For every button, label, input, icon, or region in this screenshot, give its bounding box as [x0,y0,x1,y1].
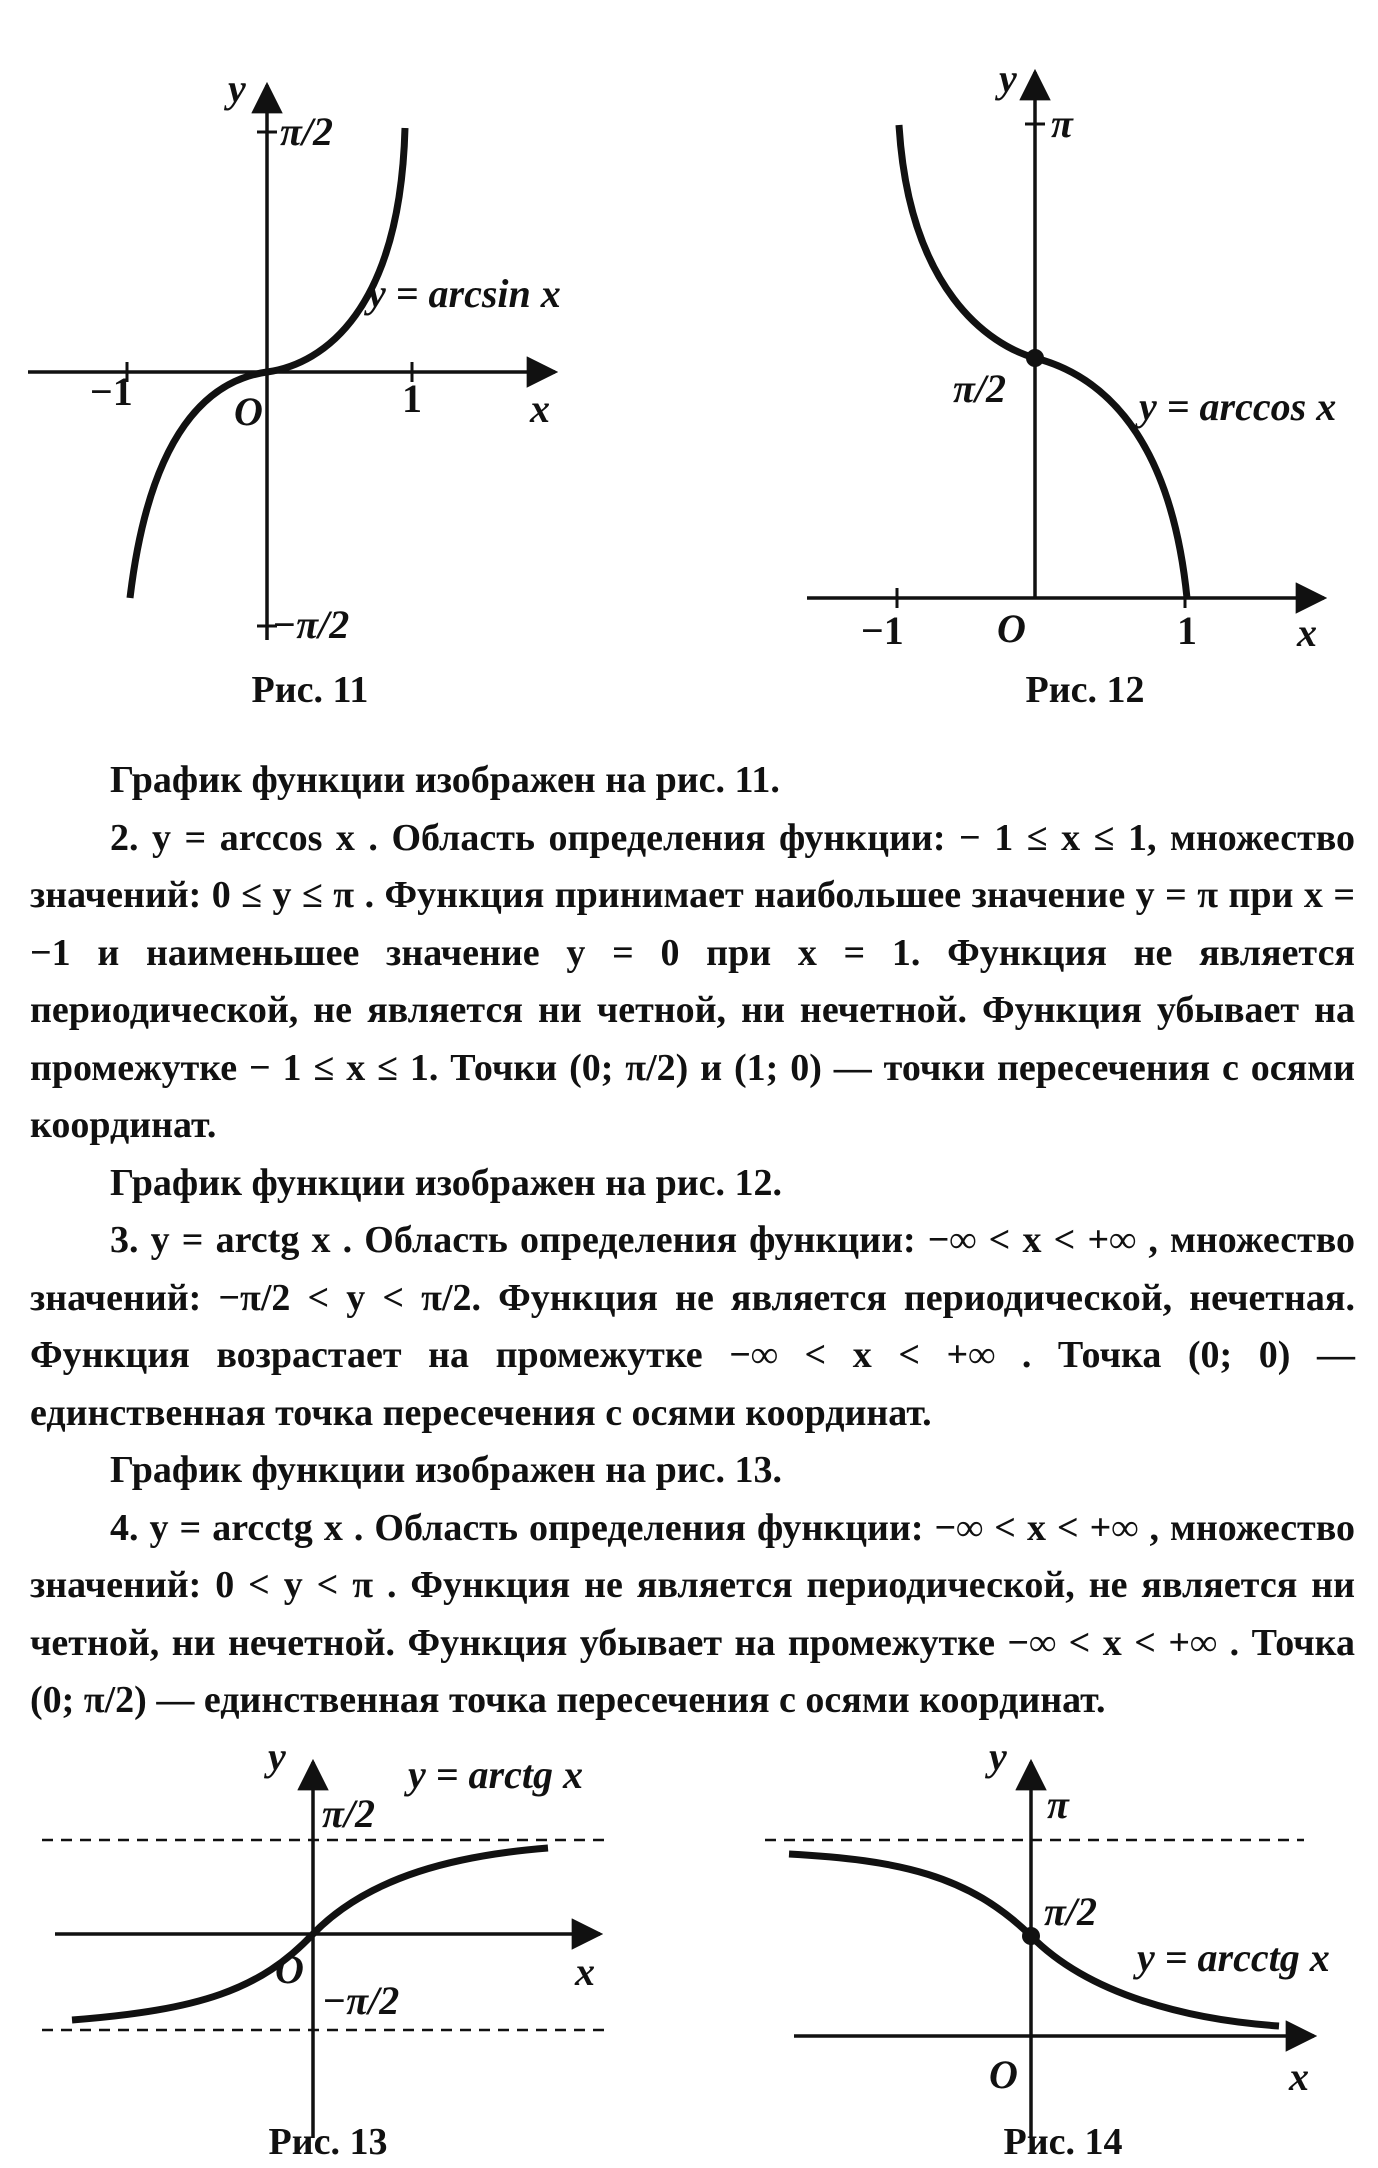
origin-label: O [234,389,263,434]
origin-label: O [275,1947,304,1992]
paragraph-arccos: 2. y = arccos x . Область определения функции: − 1 ≤ x ≤ 1, множество значений: 0 ≤ y ≤ π . Функция принимает наибольшее значение y = π при x = −1 и наименьшее значение y = 0 при x = 1. Функция не является периодической, не является ни четной, ни нечетной. Функция убывает на промежутке − 1 ≤ x ≤ 1. Точки (0; π/2) и (1; 0) — точки пересечения с осями координат. [30,816,1355,1146]
curve-label-arcsin: y = arcsin x [368,271,561,316]
intersection-point [1022,1927,1040,1945]
tick-label-minus-pi-half: −π/2 [272,602,350,647]
tick-label-one: 1 [402,376,422,421]
origin-label: O [989,2052,1018,2097]
y-axis-label: y [268,1734,286,1779]
tick-label-pi-half: π/2 [280,109,333,154]
x-axis-label: x [1289,2054,1309,2099]
curve-label-arccos: y = arccos x [1139,384,1337,429]
x-axis-label: x [530,386,550,431]
paragraph-arctg: 3. y = arctg x . Область определения функции: −∞ < x < +∞ , множество значений: −π/2 < y < π/2. Функция не является периодической, нечетная. Функция возрастает на промежутке −∞ < x < +∞ . Точка (0; 0) — единственная точка пересечения с осями координат. [30,1219,1355,1434]
tick-label-pi-half: π/2 [1044,1889,1097,1934]
figure-14-caption: Рис. 14 [1003,2121,1123,2163]
tick-label-pi-half: π/2 [322,1791,375,1836]
x-axis-label: x [1297,610,1317,655]
y-axis-label: y [989,1734,1007,1779]
paragraph-fig13-ref: График функции изображен на рис. 13. [110,1449,782,1491]
paragraph-arcctg: 4. y = arcctg x . Область определения функции: −∞ < x < +∞ , множество значений: 0 < y < π . Функция не является периодической, не является ни четной, ни нечетной. Функция убывает на промежутке −∞ < x < +∞ . Точка (0; π/2) — единственная точка пересечения с осями координат. [30,1506,1355,1721]
intersection-point [1026,349,1044,367]
paragraph-fig12-ref: График функции изображен на рис. 12. [110,1161,782,1204]
tick-label-minus-one: −1 [90,369,133,414]
tick-label-pi: π [1051,101,1073,146]
figure-11-caption: Рис. 11 [251,669,369,711]
body-text [30,752,1355,1730]
figure-11-arcsin-graph [0,0,689,680]
origin-label: O [997,606,1026,651]
figure-14-arcctg-graph [689,1590,1378,2168]
curve-label-arcctg: y = arcctg x [1137,1935,1330,1980]
tick-label-pi: π [1047,1782,1069,1827]
y-axis-label: y [999,56,1017,101]
figure-12-caption: Рис. 12 [1025,669,1145,711]
tick-label-minus-pi-half: −π/2 [322,1978,400,2023]
y-axis-label: y [228,66,246,111]
tick-label-one: 1 [1177,608,1197,653]
tick-label-minus-one: −1 [861,608,904,653]
x-axis-label: x [575,1949,595,1994]
tick-label-pi-half: π/2 [953,366,1006,411]
figure-13-arctg-graph [0,1590,689,2168]
figure-13-caption: Рис. 13 [268,2121,388,2163]
paragraph-fig11-ref: График функции изображен на рис. 11. [110,759,780,801]
figure-12-arccos-graph [689,0,1378,680]
curve-label-arctg: y = arctg x [408,1752,583,1797]
